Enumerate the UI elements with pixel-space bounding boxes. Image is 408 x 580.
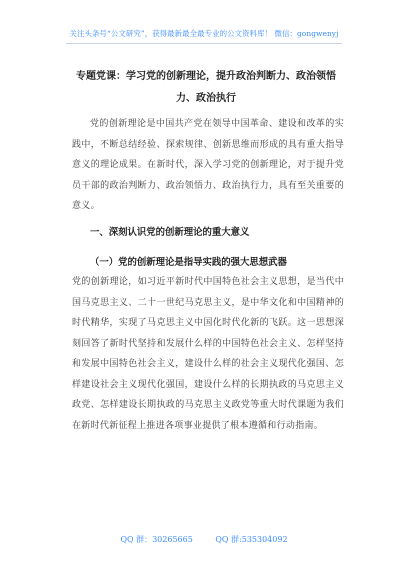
footer-qq-group-2: QQ 群:535304092 (215, 535, 288, 544)
section-heading: 一、深刻认识党的创新理论的重大意义 (90, 227, 250, 238)
footer-qq-group-1: QQ 群：30265665 (120, 535, 193, 544)
footer-contact (0, 534, 408, 545)
header-banner: 关注头条号“公文研究”，获得最新最全最专业的公文资料库！ 微信：gongwenyj (69, 29, 339, 38)
document-title: 专题党课：学习党的创新理论，提升政治判断力、政治领悟力、政治执行 (76, 71, 336, 104)
body-paragraph: 党的创新理论，如习近平新时代中国特色社会主义思想，是当代中国马克思主义、二十一世纪马克思主义，是中华文化和中国精神的时代精华，实现了马克思主义中国化时代化新的飞跃。这一思想深刻回答了新时代坚持和发展什么样的中国特色社会主义、怎样坚持和发展中国特色社会主义，建设什么样的社会主义现代化强国、怎样建设社会主义现代化强国，建设什么样的长期执政的马克思主义政党、怎样建设长期执政的马克思主义政党等重大时代课题为我们在新时代新征程上推进各项事业提供了根本遵循和行动指南。 (72, 277, 344, 431)
subsection-heading: （一）党的创新理论是指导实践的强大思想武器 (90, 257, 287, 268)
header-divider (66, 43, 342, 44)
intro-paragraph: 党的创新理论是中国共产党在领导中国革命、建设和改革的实践中，不断总结经验、探索规律、创新思维而形成的具有重大指导意义的理论成果。在新时代，深入学习党的创新理论，对于提升党员干部的政治判断力、政治领悟力、政治执行力，具有至关重要的意义。 (72, 119, 344, 211)
